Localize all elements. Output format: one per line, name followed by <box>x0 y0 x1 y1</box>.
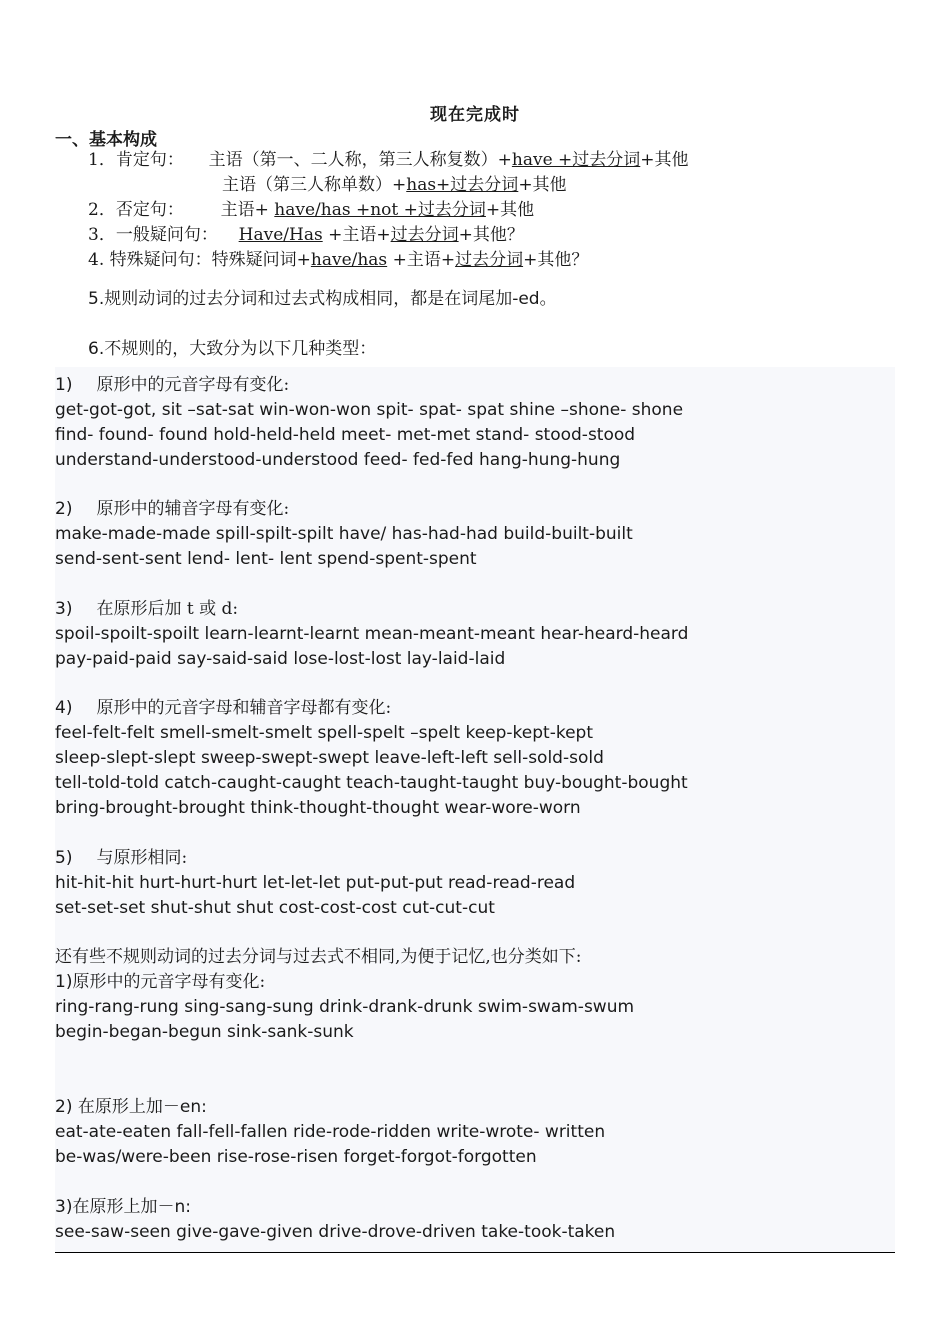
rule-affirmative: 1．肯定句： 主语（第一、二人称，第三人称复数）+have +过去分词+其他 <box>88 150 689 170</box>
verb-line: sleep-slept-slept sweep-swept-swept leave-left-left sell-sold-sold <box>55 748 604 768</box>
group-heading: 3)在原形上加－n: <box>55 1197 191 1217</box>
rule-irregular-intro: 6.不规则的，大致分为以下几种类型： <box>88 339 377 359</box>
verb-line: be-was/were-been rise-rose-risen forget-forgot-forgotten <box>55 1147 537 1167</box>
group-heading: 4) 原形中的元音字母和辅音字母都有变化: <box>55 698 392 718</box>
verb-line: see-saw-seen give-gave-given drive-drove-driven take-took-taken <box>55 1222 616 1242</box>
verb-line: set-set-set shut-shut shut cost-cost-cost cut-cut-cut <box>55 898 495 918</box>
verb-line: eat-ate-eaten fall-fell-fallen ride-rode-ridden write-wrote- written <box>55 1122 606 1142</box>
page-title: 现在完成时 <box>430 105 520 125</box>
verb-line: find- found- found hold-held-held meet- met-met stand- stood-stood <box>55 425 636 445</box>
verb-line: send-sent-sent lend- lent- lent spend-spent-spent <box>55 549 477 569</box>
group-heading: 1)原形中的元音字母有变化: <box>55 972 266 992</box>
verb-line: tell-told-told catch-caught-caught teach-taught-taught buy-bought-bought <box>55 773 688 793</box>
verb-line: hit-hit-hit hurt-hurt-hurt let-let-let put-put-put read-read-read <box>55 873 576 893</box>
verb-line: pay-paid-paid say-said-said lose-lost-lost lay-laid-laid <box>55 649 506 669</box>
rule-regular-verbs: 5.规则动词的过去分词和过去式构成相同，都是在词尾加-ed。 <box>88 289 557 309</box>
rule-affirmative-singular: 主语（第三人称单数）+has+过去分词+其他 <box>222 175 567 195</box>
group-heading: 3) 在原形后加 t 或 d: <box>55 599 239 619</box>
rule-general-question: 3．一般疑问句： Have/Has +主语+过去分词+其他？ <box>88 225 524 245</box>
rule-special-question: 4. 特殊疑问句：特殊疑问词+have/has +主语+过去分词+其他？ <box>88 250 589 270</box>
verb-line: make-made-made spill-spilt-spilt have/ has-had-had build-built-built <box>55 524 633 544</box>
group-heading: 5) 与原形相同: <box>55 848 188 868</box>
group-heading: 2) 原形中的辅音字母有变化: <box>55 499 290 519</box>
group-heading: 2) 在原形上加－en: <box>55 1097 207 1117</box>
extra-intro: 还有些不规则动词的过去分词与过去式不相同,为便于记忆,也分类如下: <box>55 947 582 967</box>
group-heading: 1) 原形中的元音字母有变化: <box>55 375 290 395</box>
verb-line: ring-rang-rung sing-sang-sung drink-drank-drunk swim-swam-swum <box>55 997 635 1017</box>
verb-line: understand-understood-understood feed- fed-fed hang-hung-hung <box>55 450 621 470</box>
verb-line: feel-felt-felt smell-smelt-smelt spell-spelt –spelt keep-kept-kept <box>55 723 593 743</box>
verb-line: bring-brought-brought think-thought-thought wear-wore-worn <box>55 798 581 818</box>
bottom-rule <box>55 1252 895 1253</box>
verb-line: get-got-got, sit –sat-sat win-won-won spit- spat- spat shine –shone- shone <box>55 400 684 420</box>
verb-line: spoil-spoilt-spoilt learn-learnt-learnt mean-meant-meant hear-heard-heard <box>55 624 689 644</box>
section-heading: 一、基本构成 <box>55 130 157 150</box>
rule-negative: 2．否定句： 主语+ have/has +not +过去分词+其他 <box>88 200 535 220</box>
verb-line: begin-began-begun sink-sank-sunk <box>55 1022 354 1042</box>
